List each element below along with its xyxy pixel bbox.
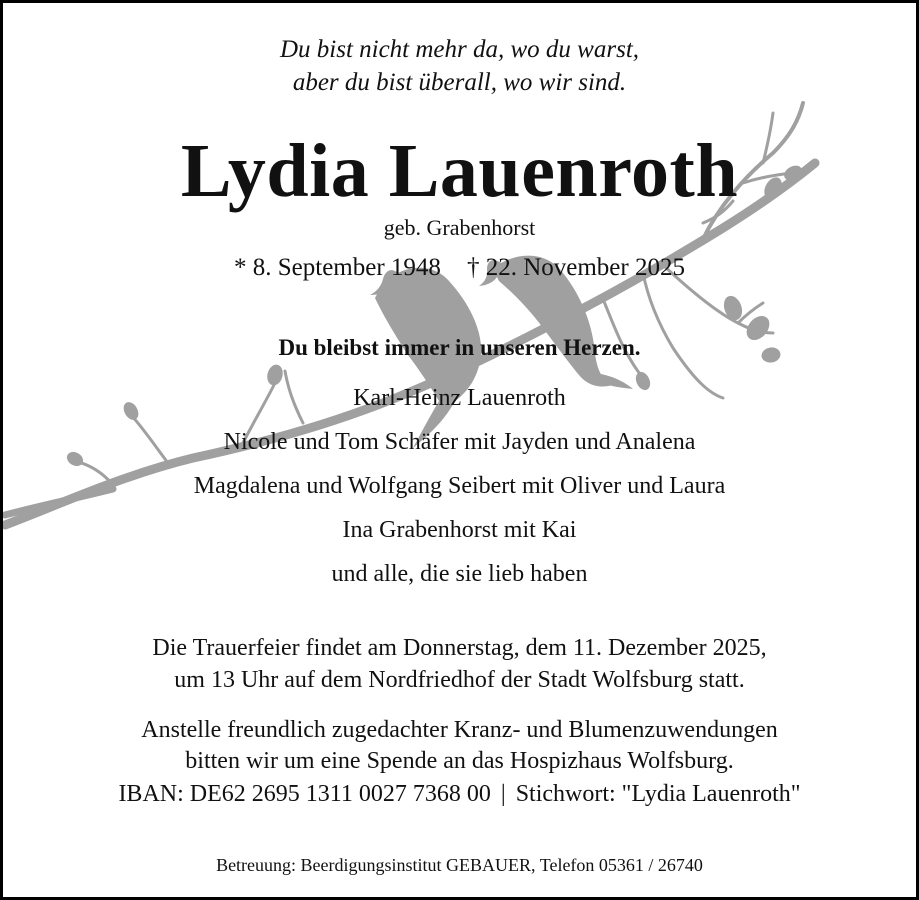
condolence-line: Du bleibst immer in unseren Herzen. bbox=[278, 335, 641, 360]
donation-bank-line bbox=[3, 779, 916, 810]
deceased-name: Lydia Lauenroth bbox=[180, 129, 739, 213]
mourner-4: Ina Grabenhorst mit Kai bbox=[342, 517, 577, 543]
motto-line-2: aber du bist überall, wo wir sind. bbox=[292, 69, 627, 96]
birth-name: geb. Grabenhorst bbox=[383, 215, 536, 240]
funeral-home-footer: Betreuung: Beerdigungsinstitut GEBAUER, Telefon 05361 / 26740 bbox=[216, 855, 703, 875]
funeral-line-2: um 13 Uhr auf dem Nordfriedhof der Stadt Wolfsburg statt. bbox=[174, 667, 745, 693]
death-date: † 22. November 2025 bbox=[466, 254, 685, 281]
donation-line-1: Anstelle freundlich zugedachter Kranz- und Blumenzuwendungen bbox=[141, 717, 778, 743]
donation-line-2: bitten wir um eine Spende an das Hospizhaus Wolfsburg. bbox=[185, 748, 734, 774]
life-dates bbox=[3, 253, 916, 283]
mourner-2: Nicole und Tom Schäfer mit Jayden und Analena bbox=[223, 429, 696, 455]
donation-keyword: Stichwort: "Lydia Lauenroth" bbox=[515, 781, 801, 807]
motto-line-1: Du bist nicht mehr da, wo du warst, bbox=[279, 36, 640, 63]
mourner-5: und alle, die sie lieb haben bbox=[331, 561, 588, 587]
mourner-1: Karl-Heinz Lauenroth bbox=[353, 385, 566, 411]
funeral-line-1: Die Trauerfeier findet am Donnerstag, dem 11. Dezember 2025, bbox=[152, 635, 767, 661]
iban: IBAN: DE62 2695 1311 0027 7368 00 bbox=[118, 781, 491, 807]
birth-date: * 8. September 1948 bbox=[234, 254, 441, 281]
separator: | bbox=[500, 781, 506, 807]
mourner-3: Magdalena und Wolfgang Seibert mit Oliver und Laura bbox=[193, 473, 726, 499]
